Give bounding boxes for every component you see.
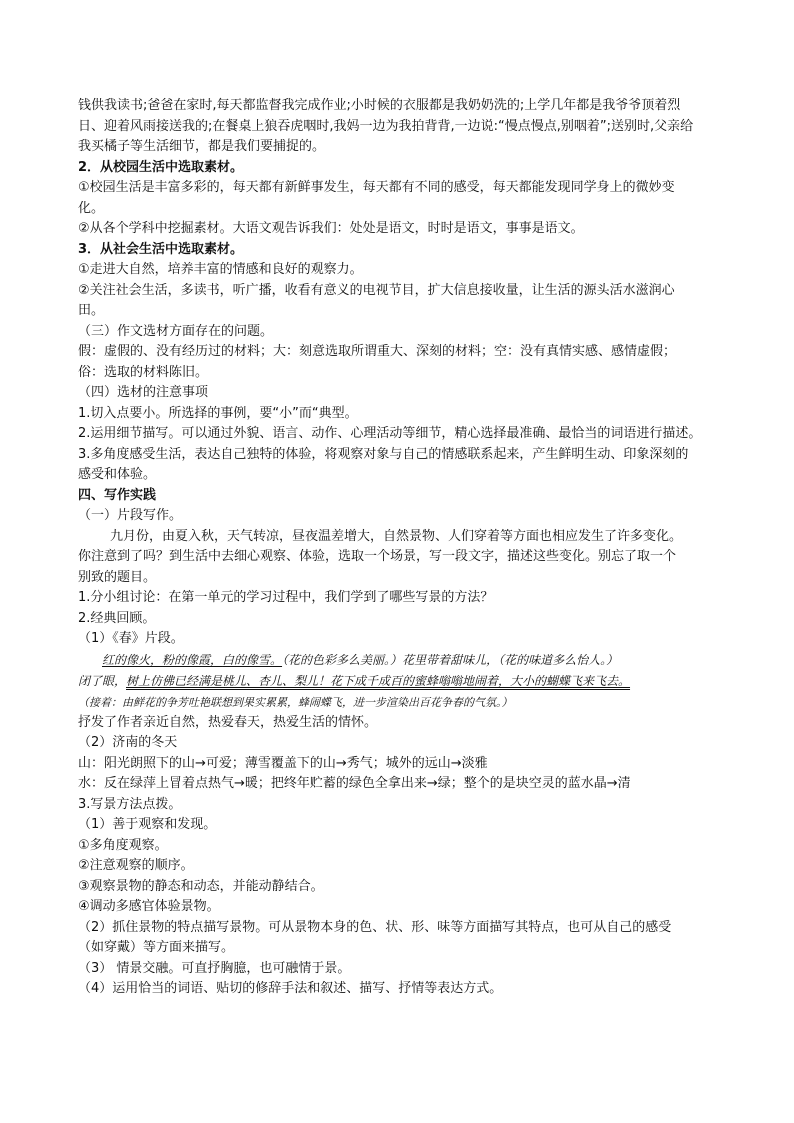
subsection-heading: （一）片段写作。 [78,508,183,523]
section-heading: 3．从社会生活中选取素材。 [78,241,244,257]
list-item: ①多角度观察。 [78,837,168,853]
paragraph-line: 山：阳光朗照下的山→可爱；薄雪覆盖下的山→秀气；城外的远山→淡雅 [78,755,488,771]
document-body [78,96,724,1000]
list-item: （3） 情景交融。可直抒胸臆，也可融情于景。 [78,960,351,976]
list-item: 2.运用细节描写。可以通过外貌、语言、动作、心理活动等细节，精心选择最准确、最恰当的词语进行描述。 [78,426,702,441]
list-item: ③观察景物的静态和动态，并能动静结合。 [78,878,324,894]
excerpt-text: 闭了眼， [78,673,127,688]
paragraph-line: 田。 [78,303,105,318]
paragraph-line: 水：反在绿萍上冒着点热气→暖；把终年贮蓄的绿色全拿出来→绿；整个的是块空灵的蓝水晶→清 [78,776,631,791]
excerpt-line [78,671,724,692]
list-item: ④调动多感官体验景物。 [78,899,220,914]
subsection-heading: （四）选材的注意事项 [78,385,209,400]
paragraph-line: 钱供我读书;爸爸在家时,每天都监督我完成作业;小时候的衣服都是我奶奶洗的;上学几年都是我爷爷顶着烈 [78,98,681,113]
list-item: （4）运用恰当的词语、贴切的修辞手法和叙述、描写、抒情等表达方式。 [78,981,503,996]
section-heading: 四、写作实践 [78,487,157,503]
list-item: （2）抓住景物的特点描写景物。可从景物本身的色、状、形、味等方面描写其特点，也可从自己的感受 [78,919,672,935]
paragraph-line: 我买橘子等生活细节，都是我们要捕捉的。 [78,139,326,154]
paragraph-line: 别致的题目。 [78,569,157,585]
section-heading: 2．从校园生活中选取素材。 [78,159,244,175]
list-item: （1）善于观察和发现。 [78,817,217,832]
paragraph-line: 日、迎着风雨接送我的;在餐桌上狼吞虎咽时,我妈一边为我拍背背,一边说:“慢点慢点,别咽着”;送别时,父亲给 [78,118,694,134]
list-item: 3.写景方法点拨。 [78,796,182,812]
paragraph-line: 假：虚假的、没有经历过的材料；大：刻意选取所谓重大、深刻的材料；空：没有真情实感、感情虚假； [78,344,677,359]
paragraph-line: 九月份，由夏入秋，天气转凉，昼夜温差增大，自然景物、人们穿着等方面也相应发生了许多变化。 [110,528,683,544]
paragraph-line: 化。 [78,200,105,216]
paragraph-line: ①校园生活是丰富多彩的，每天都有新鲜事发生，每天都有不同的感受，每天都能发现同学身上的微妙变 [78,180,675,195]
paragraph-line: 抒发了作者亲近自然，热爱春天，热爱生活的情怀。 [78,714,378,730]
paragraph-line: ②关注社会生活，多读书，听广播，收看有意义的电视节目，扩大信息接收量，让生活的源头活水滋润心 [78,282,675,298]
excerpt-note: （接着：由鲜花的争芳吐艳联想到果实累累，蜂闹蝶飞，进一步渲染出百花争春的气氛。） [78,695,513,709]
subsection-heading: （三）作文选材方面存在的问题。 [78,323,274,339]
list-item: 1.分小组讨论：在第一单元的学习过程中，我们学到了哪些写景的方法？ [78,590,494,605]
list-item: 2.经典回顾。 [78,610,156,626]
margin-note: （花的色彩多么美丽。） [282,652,403,667]
list-item: （1）《春》片段。 [78,631,184,646]
paragraph-line: （如穿戴）等方面来描写。 [78,940,235,955]
paragraph-line: 俗：选取的材料陈旧。 [78,364,209,380]
paragraph-line: ②从各个学科中挖掘素材。大语文观告诉我们：处处是语文，时时是语文，事事是语文。 [78,221,584,236]
annotated-phrase: 粉的像霞， [162,652,223,667]
annotated-phrase: 红的像火， [102,652,163,667]
list-item: 3.多角度感受生活，表达自己独特的体验，将观察对象与自己的情感联系起来，产生鲜明生动、印象深刻的 [78,446,689,462]
paragraph-line: 你注意到了吗？到生活中去细心观察、体验，选取一个场景，写一段文字，描述这些变化。别忘了取一个 [78,549,677,564]
paragraph-line: 感受和体验。 [78,467,157,482]
annotated-phrase: 白的像雪。 [222,652,283,667]
excerpt-line [78,650,724,671]
list-item: （2）济南的冬天 [78,735,178,750]
list-item: 1.切入点要小。所选择的事例，要“小”而“典型。 [78,405,358,421]
excerpt-text: 花里带着甜味儿， [402,652,499,667]
paragraph-line: ①走进大自然，培养丰富的情感和良好的观察力。 [78,262,363,277]
margin-note: （花的味道多么怡人。） [498,652,619,667]
list-item: ②注意观察的顺序。 [78,858,194,873]
annotated-phrase: 树上仿佛已经满是桃儿、杏儿、梨儿！花下成千成百的蜜蜂嗡嗡地闹着，大小的蝴蝶飞来飞去。 [126,673,631,688]
